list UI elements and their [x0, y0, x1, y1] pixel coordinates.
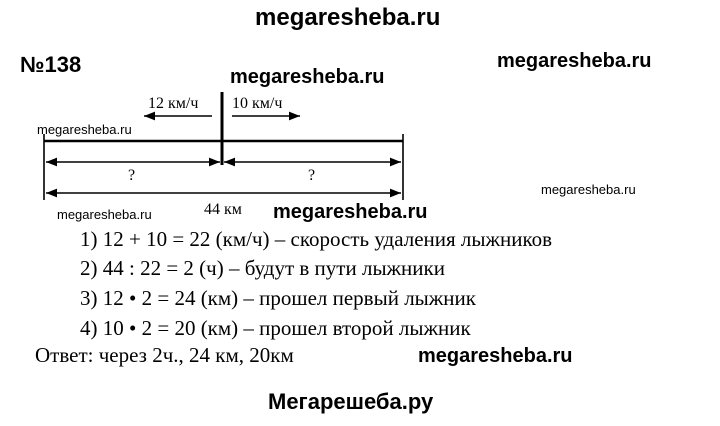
footer-site-title: Мегарешеба.ру: [268, 389, 434, 414]
problem-number: №138: [20, 52, 82, 77]
watermark-small-3: megaresheba.ru: [57, 207, 152, 222]
watermark-right: megaresheba.ru: [497, 50, 652, 72]
answer-line: Ответ: через 2ч., 24 км, 20км: [35, 343, 294, 367]
solution-step-4: 4) 10 • 2 = 20 (км) – прошел второй лыжник: [80, 316, 471, 340]
solution-step-1: 1) 12 + 10 = 22 (км/ч) – скорость удаления лыжников: [80, 227, 553, 251]
watermark-small-1: megaresheba.ru: [37, 122, 132, 137]
unknown-label-left: ?: [128, 167, 136, 184]
solution-step-2: 2) 44 : 22 = 2 (ч) – будут в пути лыжники: [80, 256, 445, 280]
solution-step-3: 3) 12 • 2 = 24 (км) – прошел первый лыжник: [80, 286, 476, 310]
speed-label-left: 12 км/ч: [148, 95, 199, 112]
total-distance-label: 44 км: [204, 201, 242, 218]
unknown-label-right: ?: [308, 167, 316, 184]
watermark-top: megaresheba.ru: [255, 4, 441, 31]
watermark-center: megaresheba.ru: [230, 66, 385, 88]
watermark-mid: megaresheba.ru: [273, 201, 428, 223]
watermark-small-2: megaresheba.ru: [541, 182, 636, 197]
watermark-answer: megaresheba.ru: [418, 345, 573, 367]
speed-label-right: 10 км/ч: [232, 95, 283, 112]
